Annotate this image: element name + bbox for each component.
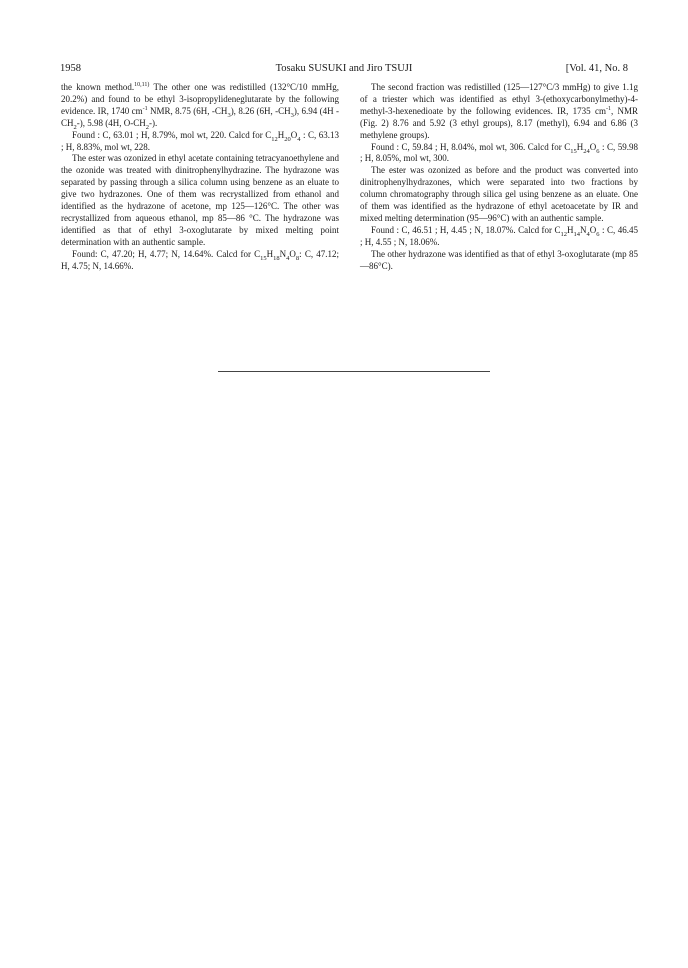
right-column <box>360 82 638 273</box>
paragraph-isopropylideneglutarate: the known method.$^{10,11)}$ The other one was redistilled (132°C/10 mmHg, 20.2%) and found to be ethyl 3-isopropylideneglutarate by the following evidence. IR, 1740 $cm^{-1}$ NMR, 8.75 (6H, $-CH_3$), 8.26 (6H, $-CH_3$), 6.94 (4H $-CH_2-$), 5.98 (4H, $O-CH_2-$). <box>61 82 340 131</box>
ozonization-paragraph-2: The ester was ozonized as before and the product was converted into dinitrophenylhydrazones, which were separated into two fractions by column chromatography through silica gel using benzene as an eluate. One of them was identified as the hydrazone of ethyl acetoacetate by IR and mixed melting determination (95—96°C) with an authentic sample. <box>360 165 638 223</box>
second-fraction-paragraph: The second fraction was redistilled (125—127°C/3 mmHg) to give 1.1g of a triester which was identified as ethyl 3-(ethoxycarbonylmethy)-4-methyl-3-hexenedioate by the following evidences. IR, 1735 $cm^{-1}$, NMR (Fig. 2) 8.76 and 5.92 (3 ethyl groups), 8.17 (methyl), 6.94 and 6.86 (3 methylene groups). <box>360 82 638 140</box>
ozonization-paragraph: The ester was ozonized in ethyl acetate containing tetracyanoethylene and the ozonide was treated with dinitrophenylhydrazine. The hydrazone was separated by passing through a silica column using benzene as an eluate to give two hydrazones. One of them was recrystallized from ethanol and identified as the hydrazone of acetone, mp 125—126°C. The other was recrystallized from aqueous ethanol, mp 85—86 °C. The hydrazone was identified as that of ethyl 3-oxoglutarate by mixed melting point determination with an authentic sample. <box>61 153 339 247</box>
left-column <box>61 82 339 273</box>
volume-info: [Vol. 41, No. 8 <box>565 63 628 74</box>
end-rule <box>218 371 490 372</box>
final-hydrazone-paragraph: The other hydrazone was identified as that of ethyl 3-oxoglutarate (mp 85—86°C). <box>360 248 638 271</box>
analysis-paragraph-4: Found : C, 46.51 ; H, 4.45 ; N, 18.07%. Calcd for $C_{12}H_{14}N_4O_6$ : C, 46.45 ; H, 4.55 ; N, 18.06%. <box>360 224 638 247</box>
reference-marker: 10,11) <box>134 82 150 88</box>
analysis-paragraph-2: Found: C, 47.20; H, 4.77; N, 14.64%. Calcd for $C_{15}H_{18}N_4O_8$: C, 47.12; H, 4.75; N, 14.66%. <box>61 248 339 271</box>
analysis-paragraph-1: Found : C, 63.01 ; H, 8.79%, mol wt, 220. Calcd for $C_{12}H_{20}O_4$ : C, 63.13 ; H, 8.83%, mol wt, 228. <box>61 129 339 152</box>
analysis-paragraph-3: Found : C, 59.84 ; H, 8.04%, mol wt, 306. Calcd for $C_{15}H_{24}O_6$ : C, 59.98 ; H, 8.05%, mol wt, 300. <box>360 141 638 164</box>
page-header <box>60 62 628 76</box>
running-title: Tosaku SUSUKI and Jiro TSUJI <box>275 63 413 74</box>
page-number: 1958 <box>60 63 81 74</box>
